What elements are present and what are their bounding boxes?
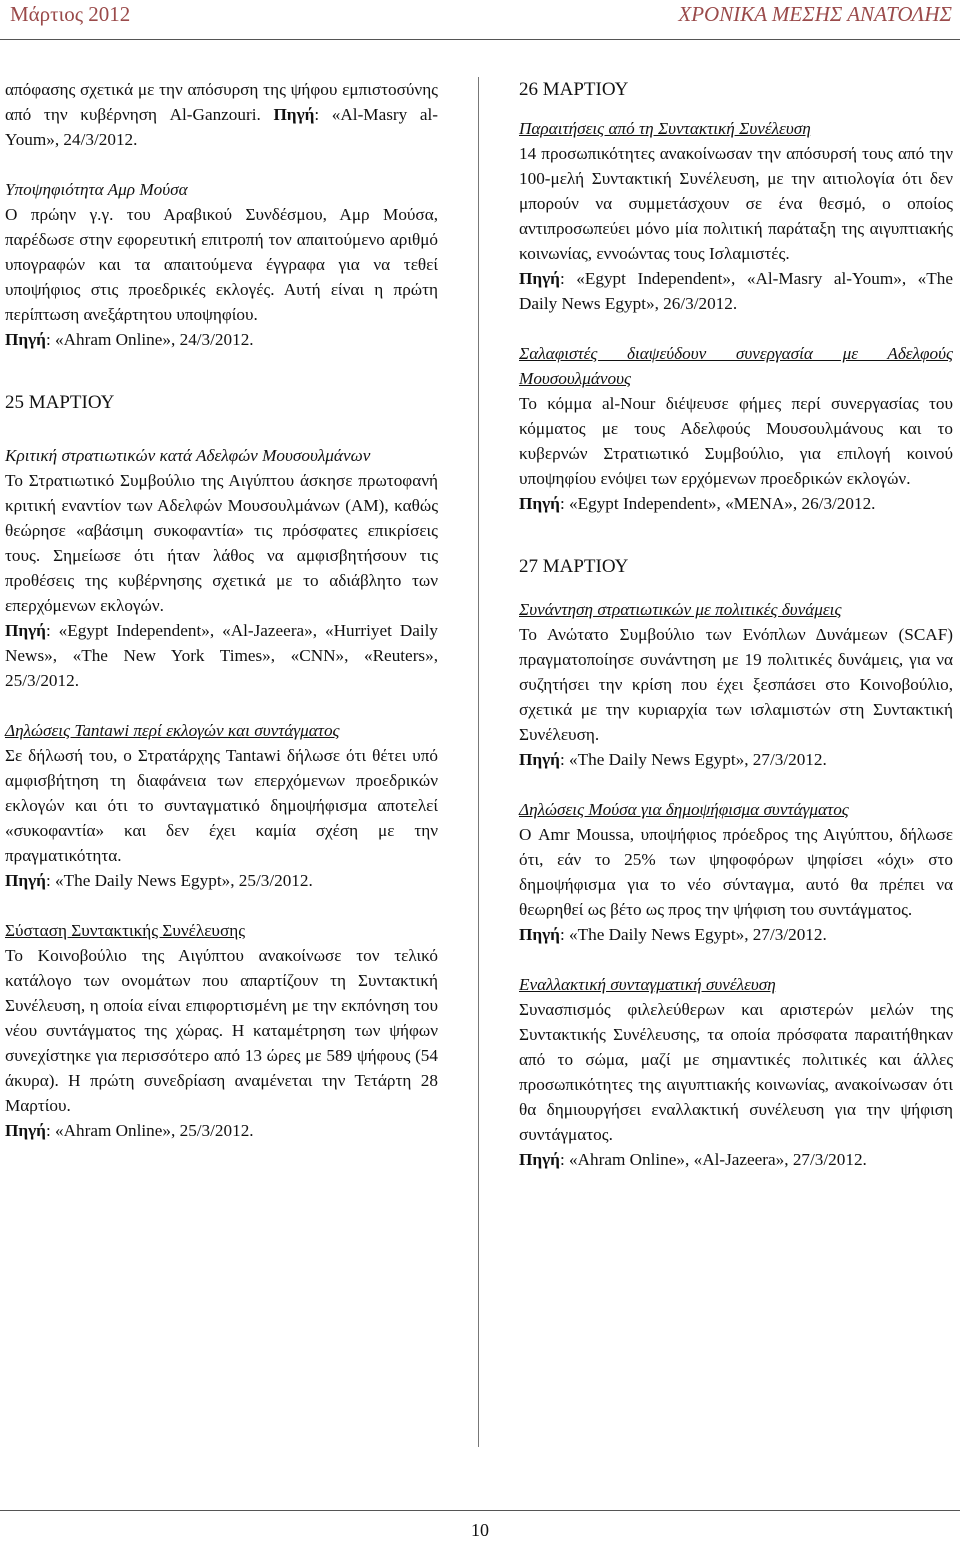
- spacer: [5, 152, 438, 177]
- source-text: : «Ahram Online», «Al-Jazeera», 27/3/2012.: [559, 1150, 867, 1169]
- section-source: [5, 618, 438, 693]
- source-text: : «The Daily News Egypt», 25/3/2012.: [45, 871, 313, 890]
- section-title: Δηλώσεις Μούσα για δημοψήφισμα συντάγματος: [519, 800, 849, 819]
- paragraph-text: απόφασης σχετικά με την απόσυρση της ψήφου εμπιστοσύνης από την κυβέρνηση Al-Ganzouri.: [5, 80, 438, 124]
- section-source: [519, 747, 953, 772]
- section-body: Ο Amr Moussa, υποψήφιος πρόεδρος της Αιγύπτου, δήλωσε ότι, εάν το 25% των ψηφοφόρων ψηφίσει «όχι» στο δημοψήφισμα για το νέο σύνταγμα, αυτό θα πρέπει να θεωρηθεί ως βέτο ως προς την ψήφιση του συντάγματος.: [519, 825, 953, 919]
- spacer: [5, 893, 438, 918]
- source-label: Πηγή: [5, 621, 46, 640]
- section-body: Το Ανώτατο Συμβούλιο των Ενόπλων Δυνάμεων (SCAF) πραγματοποίησε συνάντηση με 19 πολιτικές δυνάμεις, για να συζητήσει την κρίση που έχει ξεσπάσει στο Κοινοβούλιο, σχετικά με την κυριαρχία των ισλαμιστών στη Συντακτική Συνέλευση.: [519, 625, 953, 744]
- section-title: Δηλώσεις Tantawi περί εκλογών και συντάγματος: [5, 721, 340, 740]
- section-title: Σύσταση Συντακτικής Συνέλευσης: [5, 921, 246, 940]
- section-source: [5, 1118, 438, 1143]
- source-text: : «Ahram Online», 25/3/2012.: [45, 1121, 254, 1140]
- source-label: Πηγή: [5, 871, 46, 890]
- source-label: Πηγή: [519, 750, 560, 769]
- section-body: Το κόμμα al-Nour διέψευσε φήμες περί συνεργασίας του κόμματος με τους Αδελφούς Μουσουλμάνους και το κυβερνών Στρατιωτικό Συμβούλιο, για επιλογή κοινού υποψηφίου ενόψει των ερχόμενων προεδρικών εκλογών.: [519, 394, 953, 488]
- source-text: : «Al-Masry al-Youm», 24/3/2012.: [5, 105, 439, 149]
- section-body: Συνασπισμός φιλελεύθερων και αριστερών μελών της Συντακτικής Συνέλευσης, τα οποία πρόσφατα παραιτήθηκαν από το σώμα, μαζί με σημαντικές πολιτικές και άλλες προσωπικότητες της αιγυπτιακής κοινωνίας, ανακοίνωσαν ότι θα δημιουργήσει εναλλακτική συνέλευση για την ψήφιση συντάγματος.: [519, 1000, 953, 1144]
- right-column: [519, 77, 953, 1172]
- left-column: [5, 77, 479, 1447]
- source-label: Πηγή: [5, 1121, 46, 1140]
- source-label: Πηγή: [519, 494, 560, 513]
- spacer: [519, 516, 953, 554]
- spacer: [519, 316, 953, 341]
- source-text: : «The Daily News Egypt», 27/3/2012.: [559, 925, 827, 944]
- paragraph: [5, 77, 438, 152]
- section-title: Υποψηφιότητα Αμρ Μούσα: [5, 180, 188, 199]
- source-text: : «Egypt Independent», «Al-Masry al-Youm», «The Daily News Egypt», 26/3/2012.: [519, 269, 953, 313]
- source-text: : «Ahram Online», 24/3/2012.: [45, 330, 254, 349]
- header-publication-title: ΧΡΟΝΙΚΑ ΜΕΣΗΣ ΑΝΑΤΟΛΗΣ: [678, 2, 952, 26]
- source-label: Πηγή: [5, 330, 46, 349]
- section-body: 14 προσωπικότητες ανακοίνωσαν την απόσυρσή τους από την 100-μελή Συντακτική Συνέλευση, με την αιτιολογία ότι δεν μπορούν να συμμετάσχουν σε ένα θεσμό, ο οποίος αντιπροσωπεύει μόνο μία πολιτική παράταξη της αιγυπτιακής κοινωνίας, εννοώντας τους Ισλαμιστές.: [519, 144, 953, 263]
- source-text: : «Egypt Independent», «Al-Jazeera», «Hurriyet Daily News», «The New York Times», «CNN», «Reuters», 25/3/2012.: [5, 621, 438, 690]
- section-source: [5, 327, 438, 352]
- section-body: Το Κοινοβούλιο της Αιγύπτου ανακοίνωσε τον τελικό κατάλογο των ονομάτων που απαρτίζουν τη Συντακτική Συνέλευση, η οποία είναι επιφορτισμένη με την εκπόνηση του νέου συντάγματος της χώρας. Η καταμέτρηση των ψήφων συνεχίστηκε για περισσότερο από 13 ώρες με 589 ψήφους (54 άκυρα). Η πρώτη συνεδρίαση αναμένεται την Τετάρτη 28 Μαρτίου.: [5, 946, 438, 1115]
- section-title: Συνάντηση στρατιωτικών με πολιτικές δυνάμεις: [519, 600, 842, 619]
- section-source: [519, 922, 953, 947]
- section-source: [519, 491, 953, 516]
- source-label: Πηγή: [519, 269, 560, 288]
- source-text: : «The Daily News Egypt», 27/3/2012.: [559, 750, 827, 769]
- page-header: [0, 0, 960, 40]
- section-title: Παραιτήσεις από τη Συντακτική Συνέλευση: [519, 119, 811, 138]
- spacer: [519, 947, 953, 972]
- source-label: Πηγή: [273, 105, 315, 124]
- section-title: Εναλλακτική συνταγματική συνέλευση: [519, 975, 776, 994]
- spacer: [5, 693, 438, 718]
- day-heading: 27 ΜΑΡΤΙΟΥ: [519, 556, 629, 577]
- page-number: 10: [471, 1520, 489, 1540]
- footer-divider: [0, 1510, 960, 1511]
- section-title: Σαλαφιστές διαψεύδουν συνεργασία με Αδελφούς Μουσουλμάνους: [519, 344, 953, 388]
- source-text: : «Egypt Independent», «MENA», 26/3/2012.: [559, 494, 876, 513]
- spacer: [519, 772, 953, 797]
- source-label: Πηγή: [519, 925, 560, 944]
- source-label: Πηγή: [519, 1150, 560, 1169]
- day-heading: 25 ΜΑΡΤΙΟΥ: [5, 392, 115, 413]
- spacer: [5, 433, 438, 443]
- section-source: [519, 1147, 953, 1172]
- section-source: [5, 868, 438, 893]
- section-body: Σε δήλωσή του, ο Στρατάρχης Tantawi δήλωσε ότι θέτει υπό αμφισβήτηση τη διαφάνεια των επερχόμενων προεδρικών εκλογών και ότι το συνταγματικό δημοψήφισμα αποτελεί «συκοφαντία» και δεν έχει καμία σχέση με την πραγματικότητα.: [5, 746, 438, 865]
- day-heading: 26 ΜΑΡΤΙΟΥ: [519, 79, 629, 100]
- header-date: Μάρτιος 2012: [10, 2, 131, 26]
- section-source: [519, 266, 953, 316]
- section-body: Το Στρατιωτικό Συμβούλιο της Αιγύπτου άσκησε πρωτοφανή κριτική εναντίον των Αδελφών Μουσουλμάνων (ΑΜ), καθώς θεώρησε «αβάσιμη συκοφαντία» τις πρόσφατες επικρίσεις τους. Σημείωσε ότι ήταν λάθος να αμφισβητήσουν τις προθέσεις της κυβέρνησης σχετικά με το αδιάβλητο των επερχόμενων εκλογών.: [5, 471, 438, 615]
- section-body: Ο πρώην γ.γ. του Αραβικού Συνδέσμου, Αμρ Μούσα, παρέδωσε στην εφορευτική επιτροπή τον απαιτούμενο αριθμό υπογραφών και τα απαιτούμενα έγγραφα για να τεθεί υποψήφιος στις προεδρικές εκλογές. Αυτή είναι η πρώτη περίπτωση ανεξάρτητου υποψηφίου.: [5, 205, 438, 324]
- section-title: Κριτική στρατιωτικών κατά Αδελφών Μουσουλμάνων: [5, 446, 371, 465]
- spacer: [5, 352, 438, 390]
